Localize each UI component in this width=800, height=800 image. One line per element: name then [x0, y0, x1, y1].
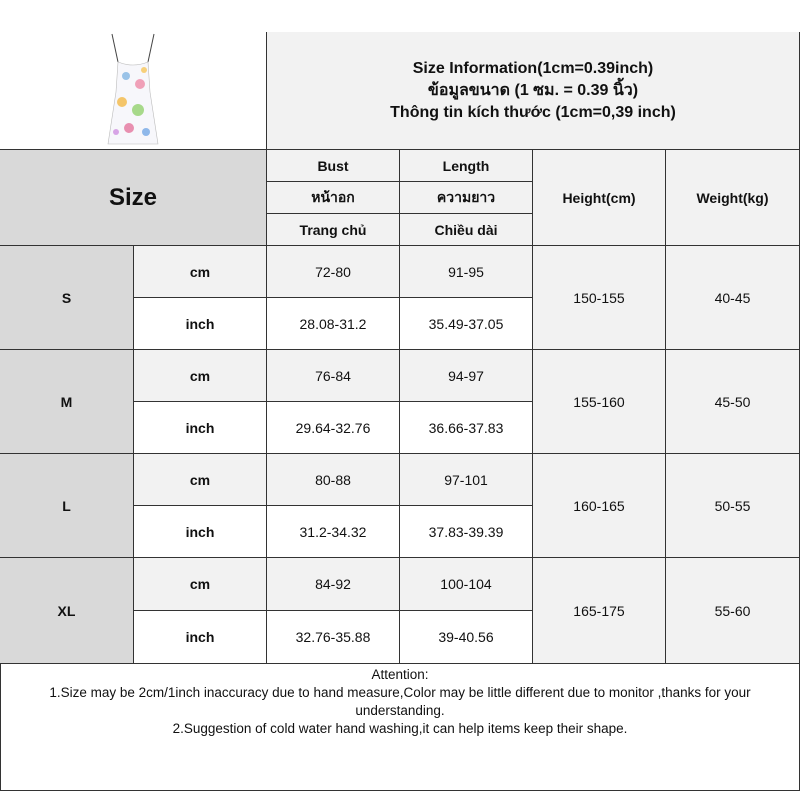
bust-inch-value: 31.2-34.32 — [267, 506, 400, 558]
size-label: M — [0, 350, 134, 454]
bust-header-vi: Trang chủ — [267, 214, 400, 246]
header-line-thai: ข้อมูลขนาด (1 ซม. = 0.39 นิ้ว) — [427, 81, 639, 99]
unit-cm-label: cm — [134, 246, 267, 298]
size-label: XL — [0, 558, 134, 664]
length-inch-value: 35.49-37.05 — [400, 298, 533, 350]
bust-cm-value: 84-92 — [267, 558, 400, 611]
bust-cm-value: 72-80 — [267, 246, 400, 298]
bust-header-th: หน้าอก — [267, 182, 400, 214]
length-inch-value: 37.83-39.39 — [400, 506, 533, 558]
unit-cm-label: cm — [134, 558, 267, 611]
unit-inch-label: inch — [134, 402, 267, 454]
height-value: 150-155 — [533, 246, 666, 350]
bust-inch-value: 29.64-32.76 — [267, 402, 400, 454]
attention-note-2: 2.Suggestion of cold water hand washing,it can help items keep their shape. — [172, 721, 628, 736]
weight-header: Weight(kg) — [666, 150, 800, 246]
size-label: L — [0, 454, 134, 558]
attention-heading: Attention: — [371, 667, 429, 682]
dress-image — [74, 32, 192, 148]
bust-inch-value: 32.76-35.88 — [267, 611, 400, 664]
weight-value: 45-50 — [666, 350, 800, 454]
bust-header-en: Bust — [267, 150, 400, 182]
unit-inch-label: inch — [134, 506, 267, 558]
length-inch-value: 36.66-37.83 — [400, 402, 533, 454]
length-inch-value: 39-40.56 — [400, 611, 533, 664]
unit-inch-label: inch — [134, 611, 267, 664]
height-value: 160-165 — [533, 454, 666, 558]
length-header-vi: Chiều dài — [400, 214, 533, 246]
unit-cm-label: cm — [134, 454, 267, 506]
unit-inch-label: inch — [134, 298, 267, 350]
weight-value: 40-45 — [666, 246, 800, 350]
attention-notes — [0, 664, 800, 791]
bust-inch-value: 28.08-31.2 — [267, 298, 400, 350]
weight-value: 50-55 — [666, 454, 800, 558]
bust-cm-value: 80-88 — [267, 454, 400, 506]
attention-note-1: 1.Size may be 2cm/1inch inaccuracy due to hand measure,Color may be little different due to monitor ,thanks for your understanding. — [49, 685, 751, 718]
height-value: 155-160 — [533, 350, 666, 454]
bust-cm-value: 76-84 — [267, 350, 400, 402]
length-cm-value: 97-101 — [400, 454, 533, 506]
product-image-cell — [0, 32, 267, 150]
size-column-header: Size — [0, 150, 267, 246]
length-header-th: ความยาว — [400, 182, 533, 214]
length-cm-value: 94-97 — [400, 350, 533, 402]
size-label: S — [0, 246, 134, 350]
header-line-english: Size Information(1cm=0.39inch) — [412, 59, 654, 77]
header-line-vietnamese: Thông tin kích thước (1cm=0,39 inch) — [390, 103, 676, 121]
size-info-header — [267, 32, 800, 150]
size-chart-table — [0, 32, 800, 664]
length-header-en: Length — [400, 150, 533, 182]
unit-cm-label: cm — [134, 350, 267, 402]
height-header: Height(cm) — [533, 150, 666, 246]
weight-value: 55-60 — [666, 558, 800, 664]
height-value: 165-175 — [533, 558, 666, 664]
length-cm-value: 91-95 — [400, 246, 533, 298]
length-cm-value: 100-104 — [400, 558, 533, 611]
